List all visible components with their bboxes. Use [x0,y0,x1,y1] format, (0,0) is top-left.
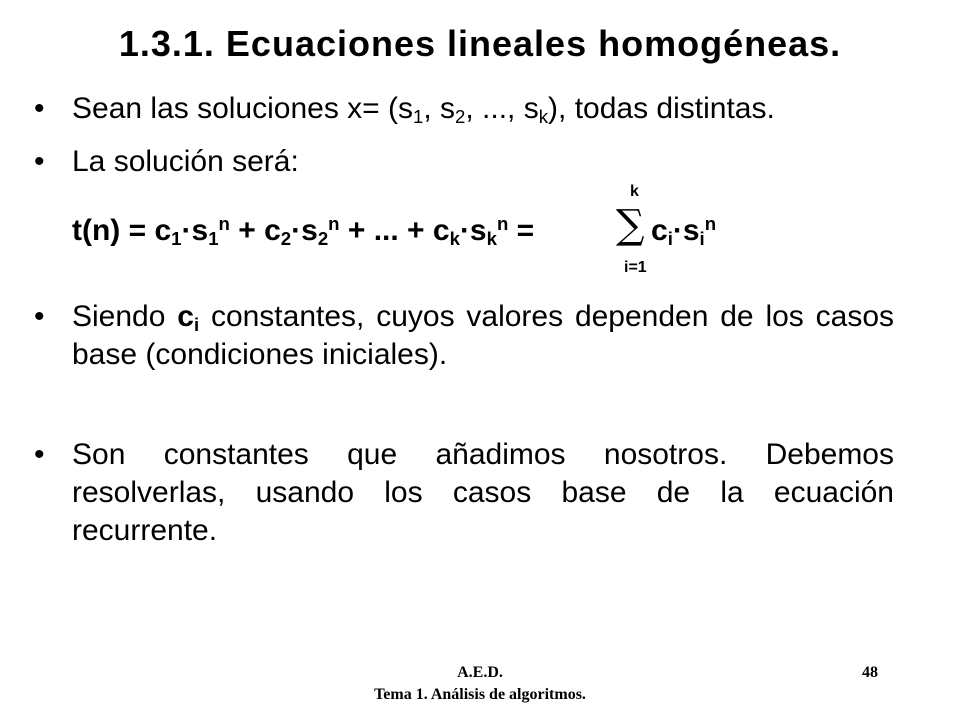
bullet-solution-intro-text: La solución será: [72,145,299,178]
slide-title: 1.3.1. Ecuaciones lineales homogéneas. [118,23,842,64]
footer-course-name: A.E.D. [457,664,503,681]
bullet-marker: • [34,438,45,471]
bullet-marker: • [34,92,45,125]
bullet-resolve-text: Son constantes que añadimos nosotros. Debemos resolverlas, usando los casos base de la ecuación recurrente. [72,438,894,547]
summation-lower-limit: i=1 [624,259,647,276]
bullet-marker: • [34,145,45,178]
bullet-constants-text: Siendo $c_i$ constantes, cuyos valores dependen de los casos base (condiciones iniciales). [72,300,894,371]
summation-upper-limit: k [630,183,639,200]
bullet-marker: • [34,300,45,333]
formula-left-side: $t(n) = c_1\cdot s_1^n + c_2\cdot s_2^n$ + ... + $c_k\cdot s_k^n$ = [72,212,535,250]
bullet-solutions-text: Sean las soluciones $x= (s_1$, $s_2$, ..., $s_k$), todas distintas. [72,92,775,128]
formula-right-side: $c_i\cdot s_i^n$ [651,212,717,250]
summation-icon: ∑ [616,202,645,248]
bullet-solutions [34,90,894,128]
bullet-solution-intro [34,143,894,181]
bullet-resolve [34,436,894,550]
page-number: 48 [862,664,878,681]
bullet-constants [34,298,894,374]
footer-course [340,662,620,706]
footer-topic: Tema 1. Análisis de algoritmos. [374,686,586,703]
